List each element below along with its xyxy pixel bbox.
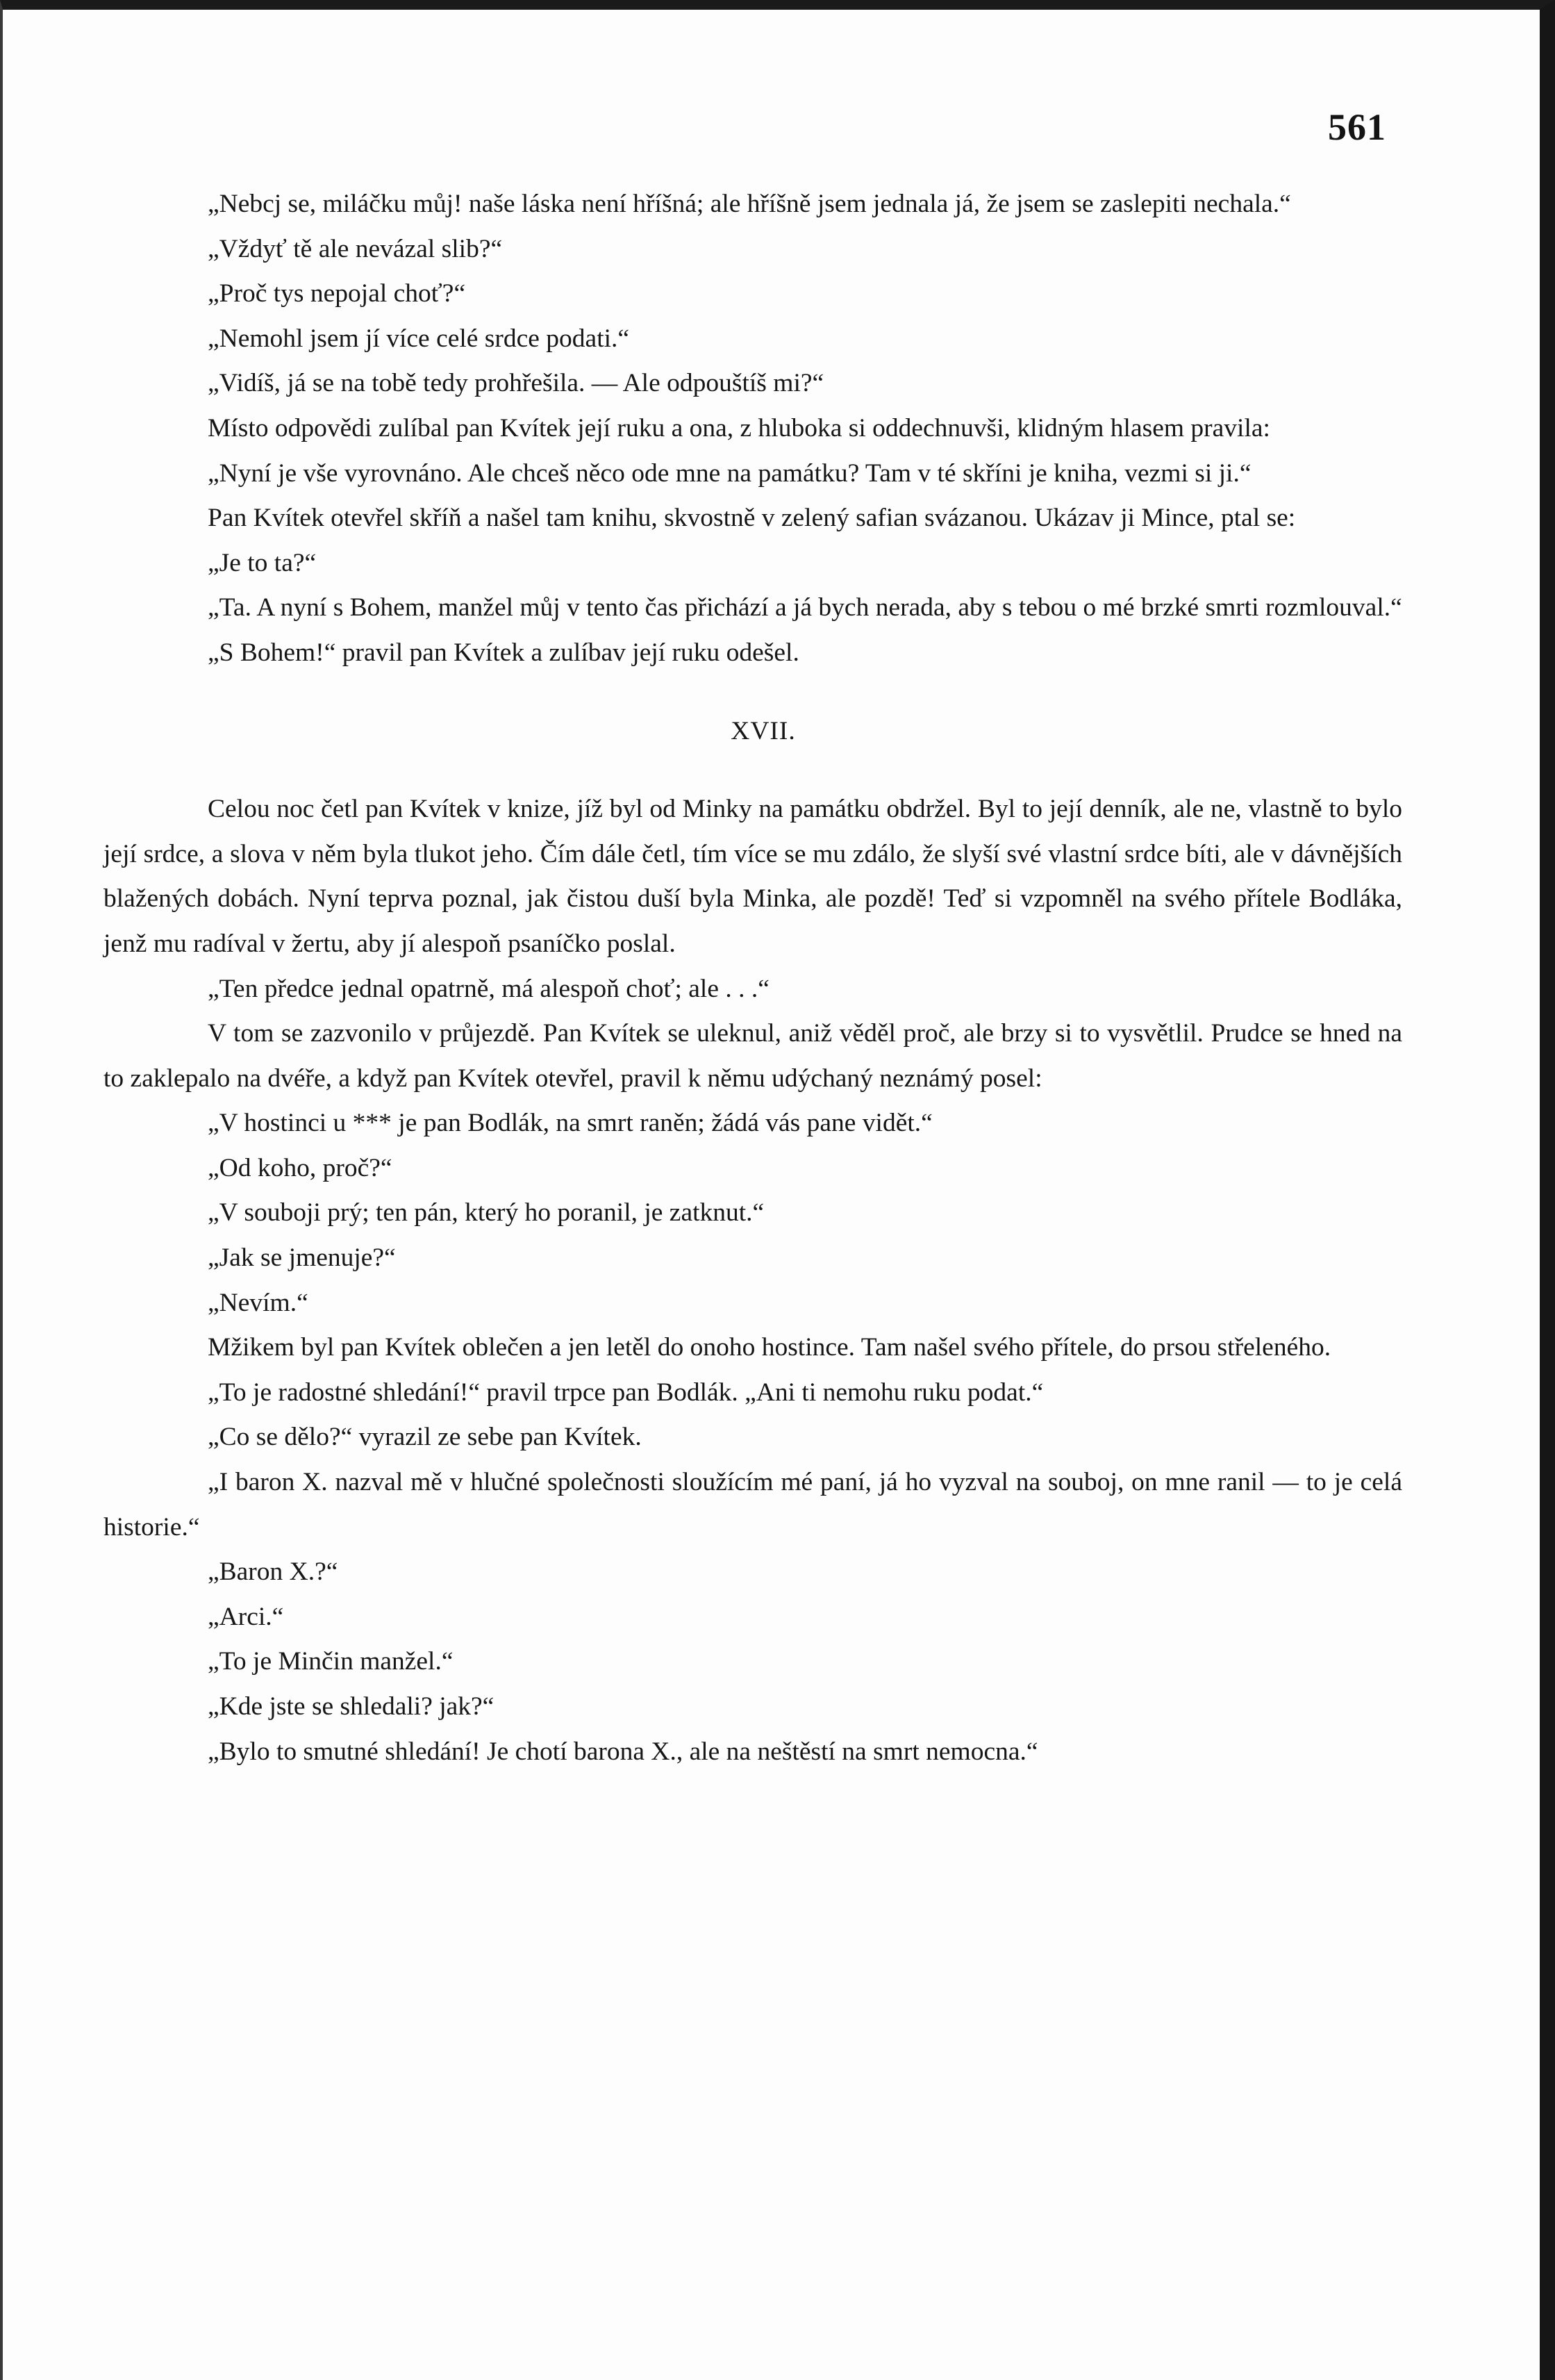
paragraph: „Jak se jmenuje?“ bbox=[208, 1243, 396, 1273]
paragraph: „I baron X. nazval mě v hlučné společnosti sloužícím mé paní, já ho vyzval na souboj, on mne ranil — to je celá historie.“ bbox=[103, 1468, 1402, 1542]
paragraph: „Vidíš, já se na tobě tedy prohřešila. — Ale odpouštíš mi?“ bbox=[208, 369, 824, 398]
paragraph: „Kde jste se shledali? jak?“ bbox=[208, 1692, 494, 1721]
spacer bbox=[103, 754, 1402, 787]
paragraph: „Od koho, proč?“ bbox=[208, 1153, 392, 1182]
paragraph: „Co se dělo?“ vyrazil ze sebe pan Kvítek. bbox=[208, 1423, 642, 1452]
paragraph: „V souboji prý; ten pán, který ho poranil, je zatknut.“ bbox=[208, 1198, 765, 1228]
paragraph: „Proč tys nepojal choť?“ bbox=[208, 279, 466, 308]
chapter-heading: XVII. bbox=[731, 716, 796, 745]
paragraph: „Arci.“ bbox=[208, 1602, 284, 1631]
paragraph: „To je radostné shledání!“ pravil trpce pan Bodlák. „Ani ti nemohu ruku podat.“ bbox=[208, 1378, 1044, 1407]
paragraph: Pan Kvítek otevřel skříň a našel tam knihu, skvostně v zelený safian svázanou. Ukázav ji Mince, ptal se: bbox=[208, 504, 1296, 533]
paragraph: „Vždyť tě ale nevázal slib?“ bbox=[208, 234, 503, 263]
paragraph: „Nyní je vše vyrovnáno. Ale chceš něco ode mne na památku? Tam v té skříni je kniha, vezmi si ji.“ bbox=[208, 458, 1252, 488]
spacer bbox=[103, 676, 1402, 709]
paragraph: „Je to ta?“ bbox=[208, 548, 317, 577]
page-number: 561 bbox=[1328, 106, 1386, 148]
paragraph: Místo odpovědi zulíbal pan Kvítek její ruku a ona, z hluboka si oddechnuvši, klidným hlasem pravila: bbox=[208, 413, 1270, 443]
paragraph: „To je Minčin manžel.“ bbox=[208, 1647, 454, 1676]
paragraph: „Bylo to smutné shledání! Je chotí barona X., ale na neštěstí na smrt nemocna.“ bbox=[208, 1737, 1038, 1766]
paragraph: „Nemohl jsem jí více celé srdce podati.“ bbox=[208, 324, 630, 353]
paragraph: „Nevím.“ bbox=[208, 1288, 308, 1317]
paragraph: „Nebcj se, miláčku můj! naše láska není hříšná; ale hříšně jsem jednala já, že jsem se zaslepiti nechala.“ bbox=[208, 190, 1291, 218]
paragraph: Celou noc četl pan Kvítek v knize, jíž byl od Minky na památku obdržel. Byl to její denník, ale ne, vlastně to bylo její srdce, a slova v něm byla tlukot jeho. Čím dále četl, tím více se mu zdálo, že slyší své vlastní srdce bíti, ale v dávnějších blažených dobách. Nyní teprva poznal, jak čistou duší byla Minka, ale pozdě! Teď si vzpomněl na svého přítele Bodláka, jenž mu radíval v žertu, aby jí alespoň psaníčko poslal. bbox=[103, 795, 1402, 958]
paragraph: „Baron X.?“ bbox=[208, 1557, 338, 1587]
paragraph: „S Bohem!“ pravil pan Kvítek a zulíbav její ruku odešel. bbox=[208, 638, 799, 667]
paragraph: „Ta. A nyní s Bohem, manžel můj v tento čas přichází a já bych nerada, aby s tebou o mé brzké smrti rozmlouval.“ bbox=[208, 593, 1402, 622]
paragraph: „V hostinci u *** je pan Bodlák, na smrt raněn; žádá vás pane vidět.“ bbox=[208, 1109, 933, 1138]
paragraph: Mžikem byl pan Kvítek oblečen a jen letěl do onoho hostince. Tam našel svého přítele, do prsou střeleného. bbox=[208, 1333, 1331, 1362]
paragraph: V tom se zazvonilo v průjezdě. Pan Kvítek se uleknul, aniž věděl proč, ale brzy si to vysvětlil. Prudce se hned na to zaklepalo na dvéře, a když pan Kvítek otevřel, pravil k němu udýchaný neznámý posel: bbox=[103, 1019, 1402, 1093]
body-text bbox=[103, 182, 1402, 1774]
paragraph: „Ten předce jednal opatrně, má alespoň choť; ale . . .“ bbox=[208, 974, 770, 1003]
